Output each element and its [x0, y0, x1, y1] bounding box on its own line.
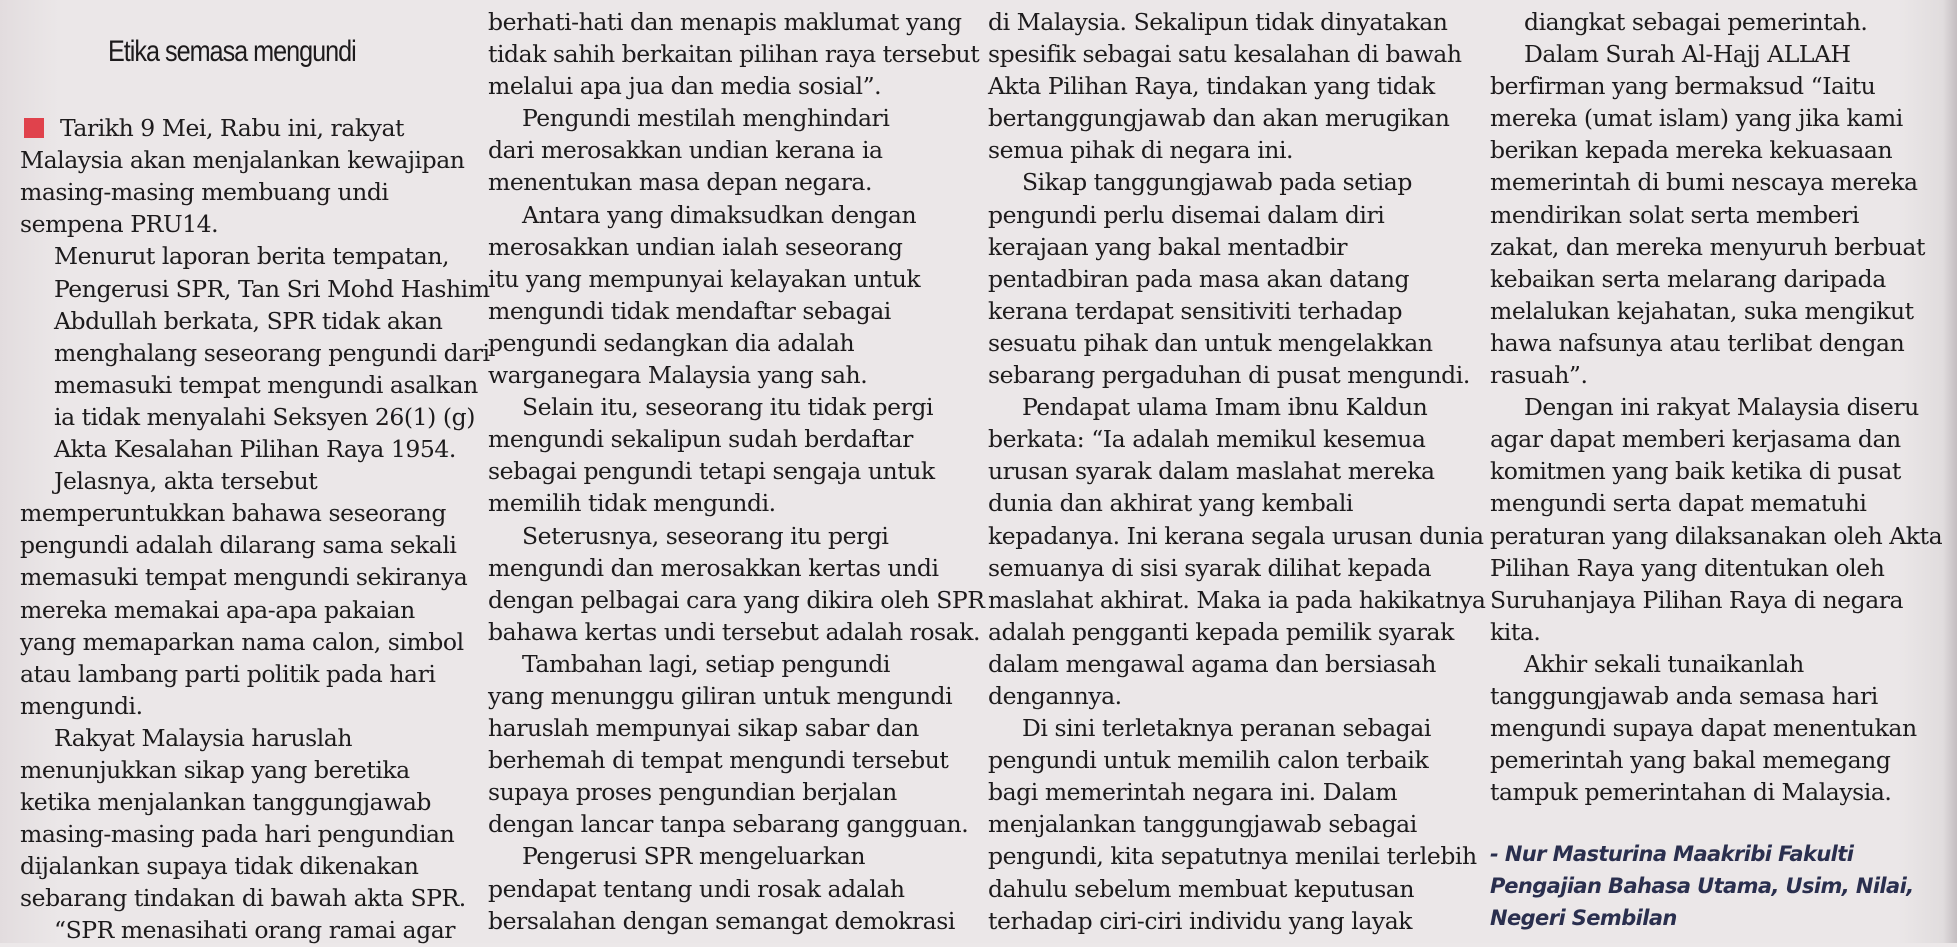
- text-line: Pengerusi SPR mengeluarkan: [522, 842, 866, 871]
- paragraph-2: [1490, 38, 1925, 391]
- text-line: di Malaysia. Sekalipun tidak dinyatakan: [988, 8, 1448, 36]
- text-line: Akta Pilihan Raya, tindakan yang tidak: [988, 72, 1435, 101]
- text-line: dengannya.: [988, 681, 1122, 710]
- text-line: pendapat tentang undi rosak adalah: [488, 874, 905, 903]
- text-line: semuanya di sisi syarak dilihat kepada: [988, 553, 1432, 582]
- byline-line: Negeri Sembilan: [1490, 906, 1677, 931]
- text-line: Tarikh 9 Mei, Rabu ini, rakyat: [60, 114, 405, 143]
- text-line: dahulu sebelum membuat keputusan: [988, 874, 1415, 903]
- text-line: tampuk pemerintahan di Malaysia.: [1490, 778, 1892, 807]
- column-4: [1490, 6, 1943, 934]
- text-line: Tambahan lagi, setiap pengundi: [522, 649, 890, 678]
- paragraph-3: [488, 199, 921, 392]
- text-line: menunjukkan sikap yang beretika: [20, 755, 410, 784]
- paragraph-3: [1490, 391, 1943, 648]
- text-line: bagi memerintah negara ini. Dalam: [988, 778, 1398, 807]
- text-line: ketika menjalankan tanggungjawab: [20, 788, 432, 817]
- text-line: bersalahan dengan semangat demokrasi: [488, 906, 955, 935]
- text-line: tidak sahih berkaitan pilihan raya tersebut: [488, 40, 980, 69]
- text-line: masing-masing pada hari pengundian: [20, 820, 455, 849]
- text-line: kita.: [1490, 617, 1541, 646]
- text-line: Pengundi mestilah menghindari: [522, 104, 890, 133]
- text-line: agar dapat memberi kerjasama dan: [1490, 425, 1901, 454]
- text-line: pengundi untuk memilih calon terbaik: [988, 746, 1429, 775]
- paragraph-4: [988, 712, 1477, 937]
- text-line: “SPR menasihati orang ramai agar: [54, 916, 456, 945]
- byline-line: - Nur Masturina Maakribi Fakulti: [1490, 842, 1854, 867]
- text-line: rasuah”.: [1490, 361, 1588, 390]
- text-line: pengundi adalah dilarang sama sekali: [20, 531, 457, 560]
- text-line: Jelasnya, akta tersebut: [54, 467, 318, 496]
- text-line: menentukan masa depan negara.: [488, 168, 873, 197]
- text-line: melalukan kejahatan, suka mengikut: [1490, 296, 1914, 325]
- text-line: diangkat sebagai pemerintah.: [1524, 8, 1868, 36]
- headline: Etika semasa mengundi: [108, 35, 356, 68]
- text-line: dalam mengawal agama dan bersiasah: [988, 649, 1436, 678]
- text-line: menghalang seseorang pengundi dari: [54, 338, 490, 367]
- text-line: dengan lancar tanpa sebarang gangguan.: [488, 810, 969, 839]
- column-3: [988, 6, 1486, 937]
- text-line: mengundi dan merosakkan kertas undi: [488, 553, 939, 582]
- text-line: Seterusnya, seseorang itu pergi: [522, 521, 889, 550]
- text-line: merosakkan undian ialah seseorang: [488, 232, 903, 261]
- text-line: mengundi supaya dapat menentukan: [1490, 714, 1917, 743]
- text-line: semua pihak di negara ini.: [988, 136, 1294, 165]
- author-byline: [1490, 838, 1914, 934]
- text-line: mereka memakai apa-apa pakaian: [20, 595, 415, 624]
- text-line: memperuntukkan bahawa seseorang: [20, 499, 446, 528]
- text-line: yang menunggu giliran untuk mengundi: [488, 681, 953, 710]
- text-line: spesifik sebagai satu kesalahan di bawah: [988, 40, 1462, 69]
- paragraph-6: [488, 648, 969, 841]
- text-line: tanggungjawab anda semasa hari: [1490, 681, 1878, 710]
- paragraph-7: [488, 840, 955, 936]
- text-line: Dengan ini rakyat Malaysia diseru: [1524, 393, 1919, 422]
- text-line: mengundi serta dapat mematuhi: [1490, 489, 1867, 518]
- text-line: mengundi sekalipun sudah berdaftar: [488, 425, 913, 454]
- text-line: mereka (umat islam) yang jika kami: [1490, 104, 1903, 133]
- text-line: dengan pelbagai cara yang dikira oleh SPR: [488, 585, 985, 614]
- column-2: [488, 6, 985, 937]
- text-line: Suruhanjaya Pilihan Raya di negara: [1490, 585, 1904, 614]
- text-line: Akhir sekali tunaikanlah: [1524, 649, 1804, 678]
- text-line: sebarang tindakan di bawah akta SPR.: [20, 884, 466, 913]
- text-line: Dalam Surah Al-Hajj ALLAH: [1524, 40, 1851, 69]
- text-line: melalui apa jua dan media sosial”.: [488, 72, 882, 101]
- text-line: pemerintah yang bakal memegang: [1490, 746, 1891, 775]
- text-line: Antara yang dimaksudkan dengan: [522, 200, 917, 229]
- text-line: dijalankan supaya tidak dikenakan: [20, 852, 419, 881]
- text-line: memilih tidak mengundi.: [488, 489, 776, 518]
- paragraph-4: [20, 722, 466, 915]
- text-line: dari merosakkan undian kerana ia: [488, 136, 883, 165]
- byline-line: Pengajian Bahasa Utama, Usim, Nilai,: [1490, 874, 1914, 899]
- text-line: itu yang mempunyai kelayakan untuk: [488, 264, 921, 293]
- text-line: berhati-hati dan menapis maklumat yang: [488, 8, 962, 36]
- text-line: pentadbiran pada masa akan datang: [988, 264, 1410, 293]
- text-line: warganegara Malaysia yang sah.: [488, 361, 868, 390]
- text-line: mengundi.: [20, 691, 143, 720]
- paragraph-2: [988, 166, 1470, 391]
- text-line: Abdullah berkata, SPR tidak akan: [54, 306, 443, 335]
- text-line: berkata: “Ia adalah memikul kesemua: [988, 425, 1426, 454]
- text-line: yang memaparkan nama calon, simbol: [20, 627, 464, 656]
- text-line: masing-masing membuang undi: [20, 178, 389, 207]
- paragraph-3: [988, 391, 1486, 712]
- text-line: ia tidak menyalahi Seksyen 26(1) (g): [54, 402, 475, 431]
- paragraph-1: [20, 112, 465, 240]
- text-line: hawa nafsunya atau terlibat dengan: [1490, 328, 1905, 357]
- text-line: pengundi perlu disemai dalam diri: [988, 200, 1385, 229]
- text-line: Menurut laporan berita tempatan,: [54, 242, 450, 271]
- paragraph-1: [1490, 6, 1910, 38]
- paragraph-2: [488, 102, 898, 198]
- paragraph-5: [488, 520, 985, 648]
- square-bullet-icon: [24, 118, 44, 138]
- text-line: Rakyat Malaysia haruslah: [54, 723, 353, 752]
- text-line: Malaysia akan menjalankan kewajipan: [20, 146, 465, 175]
- text-line: menjalankan tanggungjawab sebagai: [988, 810, 1417, 839]
- text-line: Akta Kesalahan Pilihan Raya 1954.: [54, 435, 456, 464]
- paragraph-3: [20, 465, 468, 722]
- text-line: pengundi sedangkan dia adalah: [488, 328, 855, 357]
- text-line: supaya proses pengundian berjalan: [488, 778, 897, 807]
- paragraph-5: [20, 914, 456, 946]
- paragraph-2: [20, 240, 490, 465]
- paragraph-1: [988, 6, 1462, 166]
- text-line: bahawa kertas undi tersebut adalah rosak.: [488, 617, 981, 646]
- paragraph-4: [1490, 648, 1917, 808]
- text-line: kerana terdapat sensitiviti terhadap: [988, 296, 1403, 325]
- text-line: haruslah mempunyai sikap sabar dan: [488, 714, 919, 743]
- text-line: sebarang pergaduhan di pusat mengundi.: [988, 361, 1470, 390]
- text-line: atau lambang parti politik pada hari: [20, 659, 436, 688]
- text-line: kebaikan serta melarang daripada: [1490, 264, 1886, 293]
- text-line: berhemah di tempat mengundi tersebut: [488, 746, 949, 775]
- column-1: [20, 6, 490, 947]
- text-line: Sikap tanggungjawab pada setiap: [1022, 168, 1412, 197]
- paragraph-1: [488, 6, 980, 102]
- text-line: Pilihan Raya yang ditentukan oleh: [1490, 553, 1885, 582]
- text-line: dunia dan akhirat yang kembali: [988, 489, 1353, 518]
- text-line: mendirikan solat serta memberi: [1490, 200, 1859, 229]
- text-line: memasuki tempat mengundi sekiranya: [20, 563, 468, 592]
- text-line: terhadap ciri-ciri individu yang layak: [988, 906, 1413, 935]
- text-line: Selain itu, seseorang itu tidak pergi: [522, 393, 934, 422]
- text-line: peraturan yang dilaksanakan oleh Akta: [1490, 521, 1943, 550]
- text-line: Pendapat ulama Imam ibnu Kaldun: [1022, 393, 1428, 422]
- text-line: sempena PRU14.: [20, 210, 219, 239]
- text-line: memerintah di bumi nescaya mereka: [1490, 168, 1918, 197]
- text-line: zakat, dan mereka menyuruh berbuat: [1490, 232, 1925, 261]
- text-line: sesuatu pihak dan untuk mengelakkan: [988, 328, 1433, 357]
- text-line: bertanggungjawab dan akan merugikan: [988, 104, 1450, 133]
- text-line: berikan kepada mereka kekuasaan: [1490, 136, 1893, 165]
- page-edge-shadow: [1943, 0, 1957, 943]
- text-line: kerajaan yang bakal mentadbir: [988, 232, 1348, 261]
- text-line: kepadanya. Ini kerana segala urusan dunia: [988, 521, 1484, 550]
- text-line: mengundi tidak mendaftar sebagai: [488, 296, 891, 325]
- text-line: komitmen yang baik ketika di pusat: [1490, 457, 1901, 486]
- paragraph-4: [488, 391, 935, 519]
- text-line: adalah pengganti kepada pemilik syarak: [988, 617, 1454, 646]
- text-line: maslahat akhirat. Maka ia pada hakikatnya: [988, 585, 1486, 614]
- text-line: urusan syarak dalam maslahat mereka: [988, 457, 1435, 486]
- text-line: memasuki tempat mengundi asalkan: [54, 370, 478, 399]
- text-line: Pengerusi SPR, Tan Sri Mohd Hashim: [54, 274, 490, 303]
- text-line: berfirman yang bermaksud “Iaitu: [1490, 72, 1876, 101]
- text-line: pengundi, kita sepatutnya menilai terlebih: [988, 842, 1477, 871]
- text-line: Di sini terletaknya peranan sebagai: [1022, 714, 1431, 743]
- text-line: sebagai pengundi tetapi sengaja untuk: [488, 457, 935, 486]
